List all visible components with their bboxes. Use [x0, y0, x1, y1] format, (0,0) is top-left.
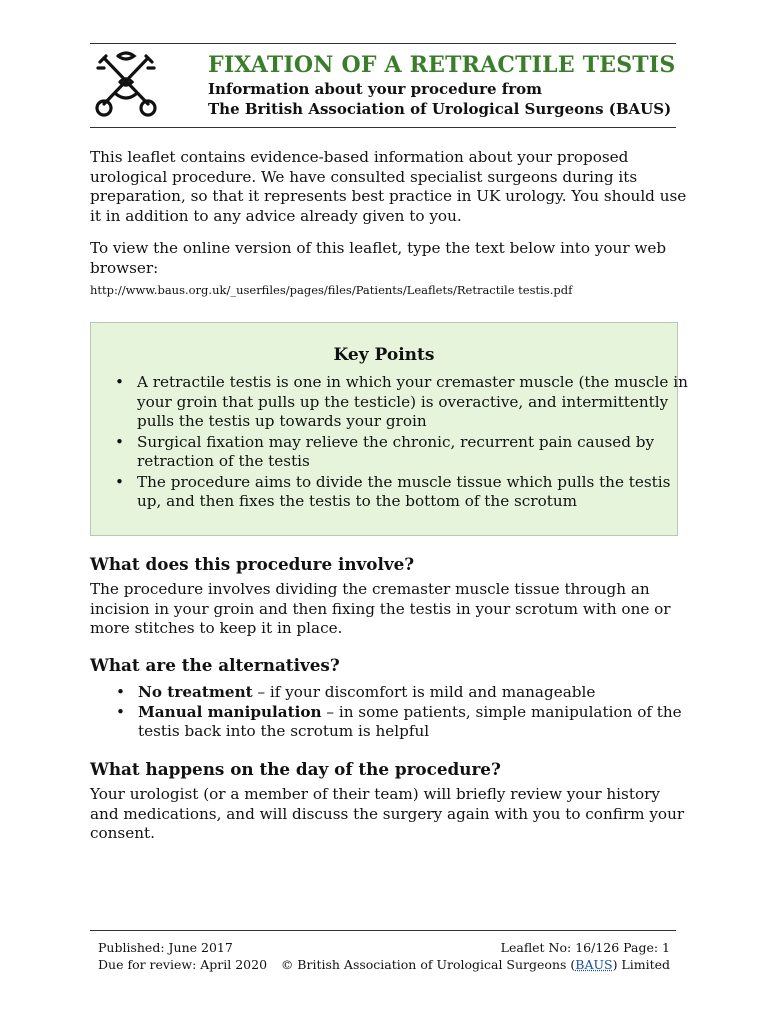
alternative-term: No treatment: [138, 683, 253, 701]
bullet-icon: •: [115, 373, 124, 391]
online-version-paragraph: To view the online version of this leaflet, type the text below into your web browser:: [90, 239, 667, 277]
alternative-item: [116, 683, 698, 703]
copyright-prefix: © British Association of Urological Surgeons (: [280, 957, 576, 972]
alternative-desc: – in some patients, simple manipulation of the testis back into the scrotum is helpful: [138, 702, 682, 740]
key-point-text: Surgical fixation may relieve the chronic, recurrent pain caused by retraction of the testis: [137, 432, 655, 470]
bullet-icon: •: [115, 472, 124, 491]
key-points-list: [91, 373, 697, 513]
key-point-item: [115, 373, 697, 432]
baus-crossed-keys-logo-icon: [90, 48, 162, 120]
key-point-text: The procedure aims to divide the muscle tissue which pulls the testis up, and then fixes the testis to the bottom of the scrotum: [137, 472, 671, 510]
section-heading-involve: What does this procedure involve?: [90, 554, 415, 574]
key-point-item: [115, 432, 697, 472]
section-heading-day: What happens on the day of the procedure?: [90, 759, 501, 779]
key-point-item: [115, 472, 697, 512]
alternative-item: [116, 702, 698, 742]
copyright-suffix: ) Limited: [612, 957, 670, 972]
bullet-icon: •: [115, 432, 124, 451]
bullet-icon: •: [116, 702, 125, 721]
section-heading-alternatives: What are the alternatives?: [90, 655, 340, 675]
header-top-rule: [90, 43, 676, 44]
subtitle-line-2: The British Association of Urological Surgeons (BAUS): [208, 100, 672, 118]
bullet-icon: •: [116, 683, 125, 701]
leaflet-url: http://www.baus.org.uk/_userfiles/pages/files/Patients/Leaflets/Retractile testis.pdf: [90, 283, 573, 297]
alternatives-list: [90, 683, 698, 742]
key-points-box: [90, 322, 688, 536]
leaflet-number: Leaflet No: 16/126 Page: 1: [500, 940, 670, 955]
key-points-heading: Key Points: [333, 345, 435, 365]
baus-link[interactable]: BAUS: [575, 957, 613, 972]
subtitle-line-1: Information about your procedure from: [208, 80, 543, 98]
section-text-involve: The procedure involves dividing the cremaster muscle tissue through an incision in your groin and then fixing the testis in your scrotum with one or more stitches to keep it in place.: [90, 580, 671, 637]
footer-rule: [90, 930, 676, 931]
alternative-term: Manual manipulation: [138, 702, 322, 721]
intro-paragraph: This leaflet contains evidence-based information about your proposed urological procedure. We have consulted specialist surgeons during its preparation, so that it represents best practice in UK urology. You should use it in addition to any advice already given to you.: [90, 148, 687, 225]
header-bottom-rule: [90, 127, 676, 128]
page-title: FIXATION OF A RETRACTILE TESTIS: [208, 52, 676, 78]
review-date: Due for review: April 2020: [98, 957, 268, 972]
copyright-line: [281, 957, 670, 972]
key-point-text: A retractile testis is one in which your cremaster muscle (the muscle in your groin that pulls up the testicle) is overactive, and intermittently pulls the testis up towards your groin: [137, 373, 688, 430]
section-text-day: Your urologist (or a member of their team) will briefly review your history and medications, and will discuss the surgery again with you to confirm your consent.: [90, 785, 685, 842]
published-date: Published: June 2017: [98, 940, 233, 955]
alternative-desc: – if your discomfort is mild and manageable: [252, 683, 596, 701]
